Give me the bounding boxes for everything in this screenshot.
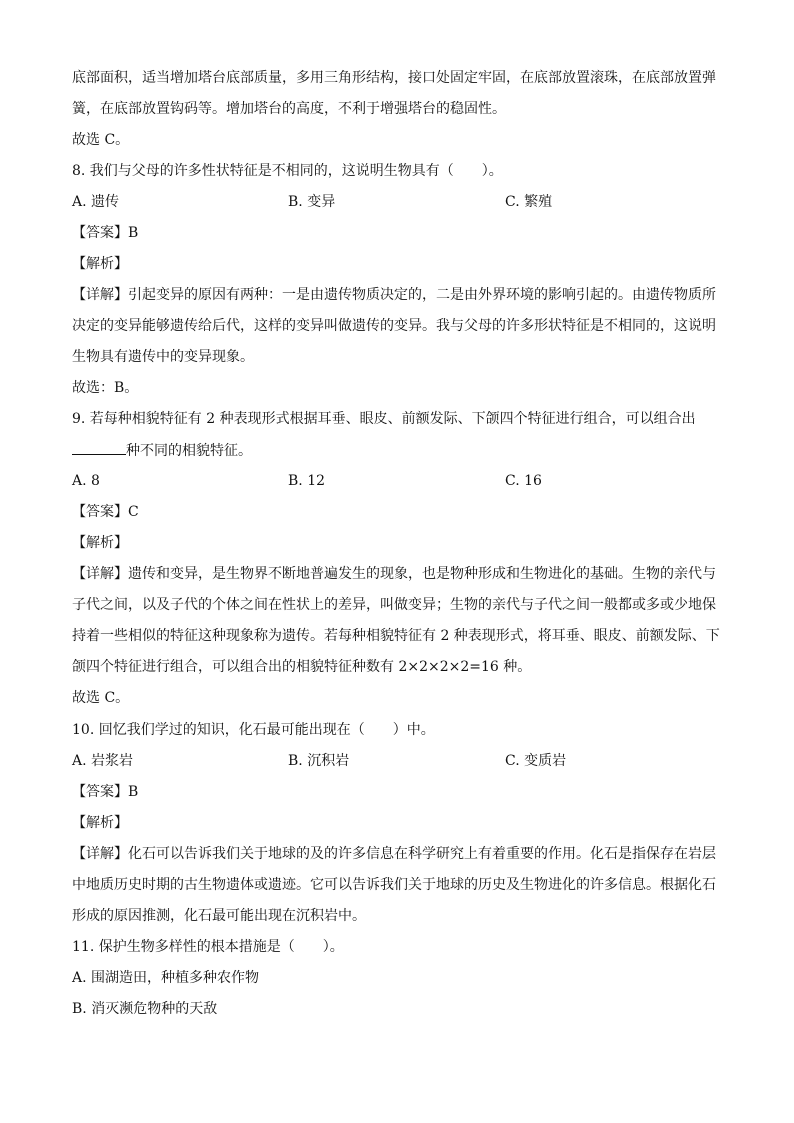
answer-blank [72,440,126,455]
q8-option-b: B. 变异 [288,194,336,210]
q8-detail-line: 【详解】引起变异的原因有两种：一是由遗传物质决定的，二是由外界环境的影响引起的。由遗传物质所 [72,287,716,303]
question-10: 10. 回忆我们学过的知识，化石最可能出现在（ ）中。 [72,722,435,738]
question-9-text: 种不同的相貌特征。 [126,443,252,459]
q9-answer: 【答案】C [72,504,139,520]
q10-detail-line: 形成的原因推测，化石最可能出现在沉积岩中。 [72,908,366,924]
q11-option-a: A. 围湖造田，种植多种农作物 [72,970,260,986]
text-line: 底部面积，适当增加塔台底部质量，多用三角形结构，接口处固定牢固，在底部放置滚珠，在底部放置弹 [72,70,716,86]
q8-answer: 【答案】B [72,225,139,241]
q8-option-c: C. 繁殖 [505,194,553,210]
q10-analysis-label: 【解析】 [72,815,128,831]
q10-option-b: B. 沉积岩 [288,753,350,769]
q11-option-b: B. 消灭濒危物种的天敌 [72,1001,218,1017]
question-8: 8. 我们与父母的许多性状特征是不相同的，这说明生物具有（ ）。 [72,163,503,179]
q8-option-a: A. 遗传 [72,194,120,210]
q10-detail-line: 【详解】化石可以告诉我们关于地球的及的许多信息在科学研究上有着重要的作用。化石是指保存在岩层 [72,846,716,862]
q10-option-a: A. 岩浆岩 [72,753,134,769]
question-9: 9. 若每种相貌特征有 2 种表现形式根据耳垂、眼皮、前额发际、下颌四个特征进行组合，可以组合出 [72,411,696,427]
text-line: 故选 C。 [72,132,130,148]
q9-option-a: A. 8 [72,473,100,489]
question-11: 11. 保护生物多样性的根本措施是（ ）。 [72,939,344,955]
q9-detail-line: 子代之间，以及子代的个体之间在性状上的差异，叫做变异；生物的亲代与子代之间一般都或多或少地保 [72,597,716,613]
q9-detail-line: 【详解】遗传和变异，是生物界不断地普遍发生的现象，也是物种形成和生物进化的基础。生物的亲代与 [72,566,716,582]
q8-detail-line: 决定的变异能够遗传给后代，这样的变异叫做遗传的变异。我与父母的许多形状特征是不相同的，这说明 [72,318,716,334]
q9-option-c: C. 16 [505,473,542,489]
q9-detail-line: 颌四个特征进行组合，可以组合出的相貌特征种数有 2×2×2×2=16 种。 [72,659,532,675]
q9-analysis-label: 【解析】 [72,535,128,551]
q9-option-b: B. 12 [288,473,326,489]
text-line: 簧，在底部放置钩码等。增加塔台的高度，不利于增强塔台的稳固性。 [72,101,506,117]
question-9-cont [72,440,722,461]
q10-option-c: C. 变质岩 [505,753,567,769]
q10-answer: 【答案】B [72,784,139,800]
q9-selection: 故选 C。 [72,690,130,706]
q8-analysis-label: 【解析】 [72,256,128,272]
q8-selection: 故选：B。 [72,380,139,396]
q9-detail-line: 持着一些相似的特征这种现象称为遗传。若每种相貌特征有 2 种表现形式，将耳垂、眼皮、前额发际、下 [72,628,720,644]
q10-detail-line: 中地质历史时期的古生物遗体或遗迹。它可以告诉我们关于地球的历史及生物进化的许多信息。根据化石 [72,877,716,893]
q8-detail-line: 生物具有遗传中的变异现象。 [72,349,254,365]
